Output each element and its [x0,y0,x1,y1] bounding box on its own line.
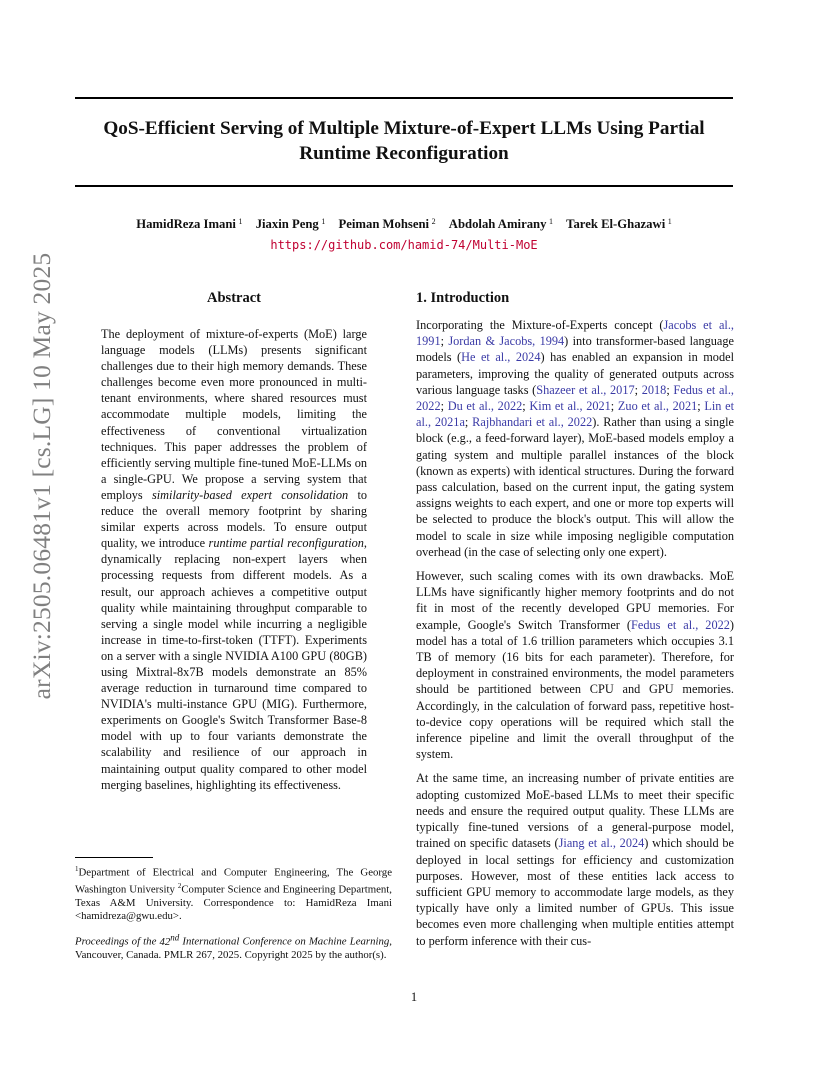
author-name: Abdolah Amirany [448,217,547,231]
proceedings-ordinal [159,932,180,948]
ordinal-number: 42 [159,935,171,948]
paragraph-text: ; [697,399,705,414]
author-name: Tarek El-Ghazawi [566,217,666,231]
title-rule-top [75,97,733,99]
page-number: 1 [410,990,418,1004]
introduction-paragraph [416,568,734,762]
repository-link[interactable]: https://github.com/hamid-74/Multi-MoE [270,238,538,252]
citation-link[interactable]: Rajbhandari et al., 2022 [472,415,593,430]
abstract-heading: Abstract [207,290,261,306]
paper-title: QoS-Efficient Serving of Multiple Mixture-of-Expert LLMs Using Partial Runtime Reconfiguration [103,118,705,164]
title-rule-bottom [75,185,733,187]
footnote-rule [75,857,153,858]
footnote-text: Department of Electrical and Computer Engineering, The George Washington University [75,866,392,896]
citation-link[interactable]: Du et al., 2022 [447,399,523,414]
abstract-text-part: , dynamically replacing non-expert layers when processing requests from different models. As a result, our approach achieves a competitive output quality while maintaining throughput comparable to serving a single model while incurring a negligible increase in time-to-first-token (TTFT). Experiments on a server with a single NVIDIA A100 GPU (80GB) using Mixtral-8x7B models demonstrate an 85% average reduction in turnaround time compared to NVIDIA's multi-instance GPU (MIG). Furthermore, experiments on Google's Switch Transformer Base-8 model with up to four variants demonstrate the scalability and resilience of our approach in maintaining output quality compared to other model merging baselines, highlighting its effectiveness. [101,536,367,792]
author [566,217,672,231]
citation-link[interactable]: He et al., 2024 [461,350,541,365]
proceedings-note [75,931,392,962]
citation-link[interactable]: Lin et al., 2021a [416,399,735,430]
author-list [75,214,733,232]
footnote-mark: 2 [177,882,182,890]
proceedings-italic: Proceedings of the [75,935,160,948]
affiliation-mark: 1 [667,217,672,226]
ordinal-suffix: nd [170,932,180,942]
author-name: Peiman Mohseni [338,217,430,231]
paragraph-text: ) which should be deployed in local settings for efficiency and customization purposes. However, most of these entities lack access to sufficient GPU memory to accommodate large models, as they typically have only a limited number of GPUs. This issue becomes even more challenging when multiple entities attempt to perform inference with their cus- [416,836,735,948]
footnote-text: Computer Science and Engineering Department, Texas A&M University. Correspondence to: HamidReza Imani <hamidreza@gwu.edu>. [75,883,392,923]
citation-link[interactable]: Kim et al., 2021 [529,399,611,414]
abstract-emphasis: similarity-based expert consolidation [151,487,349,502]
author-name: HamidReza Imani [136,217,236,231]
author-name: Jiaxin Peng [255,217,319,231]
citation-link[interactable]: Zuo et al., 2021 [617,399,698,414]
introduction-paragraph [416,317,734,560]
paragraph-text: ) into transformer-based language models ( [416,334,734,365]
arxiv-identifier-text: arXiv:2505.06481v1 [cs.LG] 10 May 2025 [27,252,56,700]
citation-link[interactable]: Fedus et al., 2022 [416,382,734,414]
citation-link[interactable]: 2018 [641,382,667,397]
paragraph-text: ; [610,399,618,414]
paragraph-text: ; [464,415,473,430]
abstract-text [101,326,367,793]
author [256,217,326,231]
affiliation-mark: 1 [238,217,243,226]
proceedings-rest: , Vancouver, Canada. PMLR 267, 2025. Copyright 2025 by the author(s). [75,935,392,961]
citation-link[interactable]: Jordan & Jacobs, 1994 [448,334,565,349]
author [339,217,436,231]
paragraph-text: ) model has a total of 1.6 trillion parameters which occupies 3.1 TB of memory (16 bits for each parameter). Therefore, for deployment in constrained environments, the model parameters should be partitioned between CPU and GPU memories. Accordingly, in the calculation of forward pass, repetitive host-to-device copy operations will be required which stall the inference pipeline and limit the overall throughput of the system. [416,617,735,762]
affiliation-mark: 1 [321,217,326,226]
affiliation-mark: 2 [431,217,436,226]
paragraph-text: At the same time, an increasing number of private entities are adopting customized MoE-based LLMs to meet their specific needs and ensure the required output quality. These LLMs are typically fine-tuned versions of a general-purpose model, trained on specific datasets ( [416,771,734,851]
citation-link[interactable]: Jiang et al., 2024 [558,836,645,851]
citation-link[interactable]: Shazeer et al., 2017 [536,382,635,397]
affiliation-mark: 1 [549,217,553,226]
abstract-text-part: to reduce the overall memory footprint by sharing similar experts across models. To ensure output quality, we introduce [101,487,368,551]
author [449,217,553,231]
footnote-mark: 1 [75,865,79,873]
abstract-section [101,288,367,793]
introduction-paragraph [416,770,734,948]
author [136,217,242,231]
abstract-text-part: The deployment of mixture-of-experts (MoE) large language models (LLMs) presents significant challenges due to their high memory demands. These challenges become even more pronounced in multi-tenant environments, where shared resources must accommodate multiple models, limiting the effectiveness of conventional virtualization techniques. This paper addresses the problem of efficiently serving multiple fine-tuned MoE-LLMs on a single-GPU. We propose a serving system that employs [101,327,367,502]
introduction-heading: 1. Introduction [416,290,510,306]
introduction-section [416,288,734,957]
paragraph-text: ). Rather than using a single block (e.g., a feed-forward layer), MoE-based models employ a gating system and multiple parallel instances of the block (known as experts) with identical structures. During the forward pass calculation, based on the current input, the gating system assigns weights to each expert, and one or more top experts will be selected to produce the block's output. This will allow the model to scale in size while imposing negligible computation overhead (in the case of selecting only one expert). [416,415,734,559]
paragraph-text: ; [440,399,448,414]
paragraph-text: ; [666,382,674,397]
paragraph-text: ; [522,399,530,414]
paragraph-text: ) has enabled an expansion in model parameters, improving the quality of generated outputs across various language tasks ( [416,350,734,397]
paragraph-text: ; [440,334,449,349]
paragraph-text: However, such scaling comes with its own drawbacks. MoE LLMs have significantly higher memory footprints and do not fit in most of the recently developed GPU memories. For example, Google's Switch Transformer ( [416,569,734,632]
paragraph-text: ; [634,382,642,397]
proceedings-conference: International Conference on Machine Learning [179,935,390,948]
citation-link[interactable]: Fedus et al., 2022 [631,617,730,632]
affiliation-footnote [75,863,392,924]
paragraph-text: Incorporating the Mixture-of-Experts concept ( [416,318,664,332]
citation-link[interactable]: Jacobs et al., 1991 [416,318,734,349]
abstract-emphasis: runtime partial reconfiguration [208,536,364,551]
